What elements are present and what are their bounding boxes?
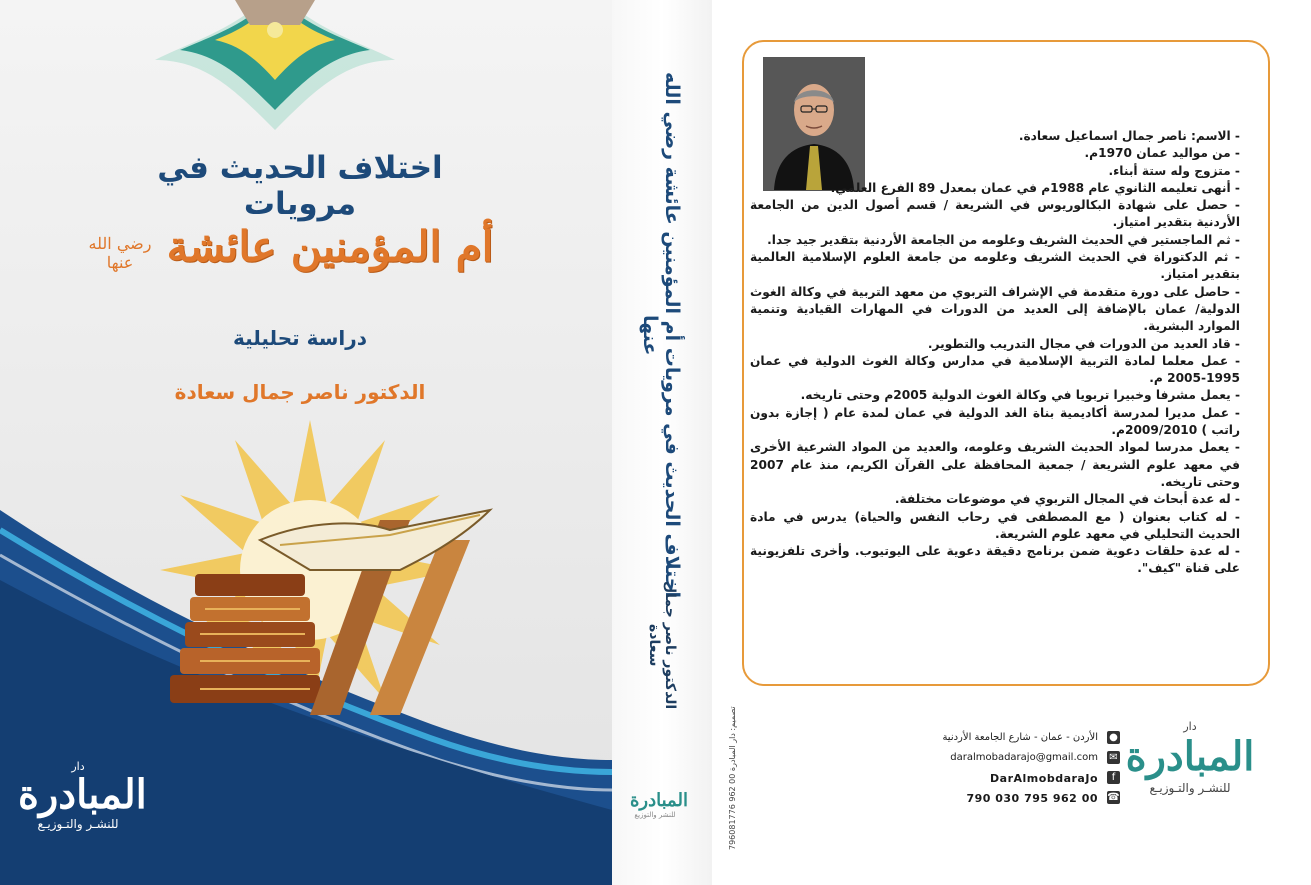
phone-text[interactable]: 00 962 795 030 790: [966, 792, 1098, 805]
publisher-tagline-back: للنشـر والتـوزيـع: [1149, 781, 1231, 795]
contact-email[interactable]: [950, 750, 1120, 770]
author-name: الدكتور ناصر جمال سعادة: [174, 380, 426, 404]
bio-line: - ثم الدكتوراة في الحديث الشريف وعلومه من جامعة العلوم الإسلامية العالمية بتقدير امتياز.: [750, 250, 1240, 282]
mail-icon: ✉: [1107, 751, 1120, 764]
publisher-contact: [942, 730, 1120, 810]
facebook-icon: f: [1107, 771, 1120, 784]
bio-line: - له عدة حلقات دعوية ضمن برنامج دقيقة دعوية على اليوتيوب. وأخرى تلفزيونية على قناة "كيف".: [750, 544, 1240, 576]
bio-line: - الاسم: ناصر جمال اسماعيل سعادة.: [1018, 129, 1240, 143]
author-biography: [750, 128, 1240, 578]
bio-line: - متزوج وله ستة أبناء.: [1108, 163, 1240, 178]
bio-line: - أنهى تعليمه الثانوي عام 1988م في عمان بمعدل 89 الفرع العلمي.: [830, 180, 1240, 195]
publisher-logo-front: [18, 760, 147, 831]
location-icon: ●: [1107, 731, 1120, 744]
bio-line: - له كتاب بعنوان ( مع المصطفى في رحاب النفس والحياة) يدرس في مادة الحديث التحليلي في معهد علوم الشريعة.: [750, 509, 1240, 541]
book-title: اختلاف الحديث في مرويات: [157, 150, 443, 222]
bio-line: - قاد العديد من الدورات في مجال التدريب والتطوير.: [927, 336, 1240, 351]
publisher-tagline: للنشـر والتـوزيـع: [37, 817, 119, 831]
address-text: الأردن - عمان - شارع الجامعة الأردنية: [942, 732, 1098, 743]
publisher-name: المبادرة: [18, 771, 147, 818]
publisher-prefix-back: دار: [1183, 720, 1197, 733]
floral-ornament: [130, 0, 420, 140]
books-quran-stand-illustration: [160, 500, 520, 730]
bio-line: - ثم الماجستير في الحديث الشريف وعلومه من الجامعة الأردنية بتقدير جيد جدا.: [767, 232, 1240, 247]
bio-line: - يعمل مشرفا وخبيرا تربويا في وكالة الغوث الدولية 2005م وحتى تاريخه.: [800, 388, 1240, 403]
spine-logo-tagline: للنشر والتوزيع: [634, 811, 676, 819]
facebook-text[interactable]: DarAlmobdaraJo: [990, 772, 1098, 785]
design-credit: تصميم: دار المبادرة 00 962 796081776: [728, 706, 737, 850]
phone-icon: ☎: [1107, 792, 1120, 803]
honorific-calligraphy: رضي الله عنها: [88, 234, 152, 272]
front-cover: [0, 0, 612, 885]
spine-publisher-logo: [630, 790, 688, 819]
publisher-prefix: دار: [71, 760, 85, 773]
bio-line: - حصل على شهادة البكالوريوس في الشريعة / قسم أصول الدين من الجامعة الأردنية بتقدير امتياز.: [750, 198, 1240, 230]
spine-author: الدكتور ناصر جمال سعادة: [646, 580, 678, 710]
contact-phone[interactable]: [960, 790, 1120, 810]
bio-line: - عمل معلما لمادة التربية الإسلامية في مدارس وكالة الغوث الدولية في عمان 1995-2005 م.: [750, 353, 1240, 386]
contact-address: [942, 730, 1120, 750]
bio-line: - له عدة أبحاث في المجال التربوي في موضوعات مختلفة.: [894, 492, 1240, 507]
book-subtitle: دراسة تحليلية: [232, 326, 368, 350]
bio-line: - يعمل مدرسا لمواد الحديث الشريف وعلومه، والعديد من المواد الشرعية الأخرى في معهد علوم الشريعة / جمعية المحافظة على القرآن الكريم، منذ عام 2007 وحتى تاريخه.: [750, 440, 1240, 489]
email-text[interactable]: daralmobadarajo@gmail.com: [950, 752, 1098, 763]
contact-facebook[interactable]: [960, 770, 1120, 790]
book-title-name: أم المؤمنين عائشة: [166, 222, 494, 271]
bio-line: - من مواليد عمان 1970م.: [1084, 146, 1240, 161]
publisher-logo-back: [1120, 720, 1260, 795]
bio-line: - حاصل على دورة متقدمة في الإشراف التربوي من معهد التربية في وكالة الغوث الدولية/ عمان بالإضافة إلى العديد من الدورات في المهارات القيادية وتنمية الموارد البشرية.: [750, 284, 1240, 334]
spine-logo-name: المبادرة: [630, 790, 688, 811]
bio-line: - عمل مديرا لمدرسة أكاديمية بناة الغد الدولية في عمان لمدة عام ( إجازة بدون راتب ) 2009/2010م.: [750, 405, 1240, 438]
spine-title: اختلاف الحديث في مرويات أم المؤمنين عائشة رضي الله عنها: [639, 71, 683, 599]
publisher-name-back: المبادرة: [1125, 733, 1255, 780]
